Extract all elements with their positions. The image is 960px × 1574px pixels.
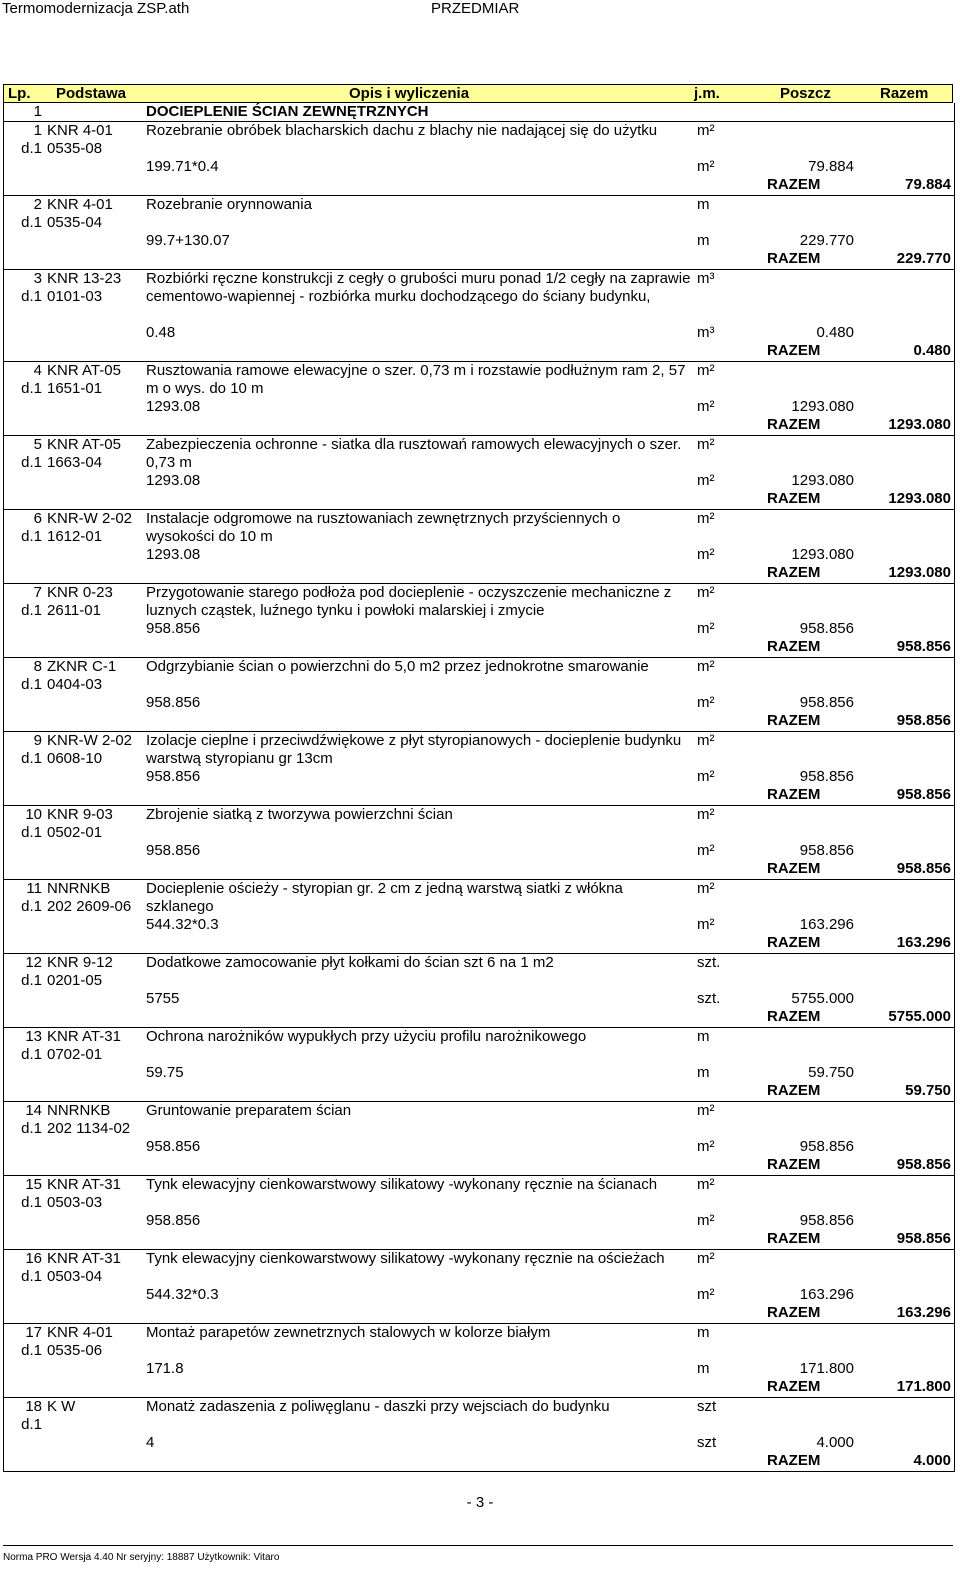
item-source-catalog: KNR 9-12 bbox=[47, 954, 113, 971]
item-source-catalog: KNR AT-05 bbox=[47, 436, 121, 453]
item-razem: 171.800 bbox=[896, 1378, 951, 1395]
item-source-position: 1651-01 bbox=[47, 380, 103, 397]
footer-divider bbox=[3, 1545, 953, 1546]
item-unit: m² bbox=[697, 806, 715, 823]
item-razem: 229.770 bbox=[896, 250, 951, 267]
item-source-position: 0101-03 bbox=[47, 288, 103, 305]
item-unit: m² bbox=[697, 122, 715, 139]
item-description: Docieplenie ościeży - styropian gr. 2 cm z jedną warstwą siatki z włókna szklanego bbox=[146, 880, 623, 915]
item-source-catalog: ZKNR C-1 bbox=[47, 658, 117, 675]
item-number: 15 bbox=[25, 1176, 42, 1193]
item-source-catalog: KNR 4-01 bbox=[47, 196, 113, 213]
razem-label: RAZEM bbox=[767, 176, 821, 193]
item-calculation: 544.32*0.3 bbox=[146, 1286, 219, 1303]
item-d: d.1 bbox=[21, 898, 42, 915]
item-calculation: 199.71*0.4 bbox=[146, 158, 219, 175]
table-row bbox=[4, 954, 954, 1028]
item-razem: 1293.080 bbox=[888, 564, 951, 581]
item-calculation: 99.7+130.07 bbox=[146, 232, 230, 249]
item-number: 17 bbox=[25, 1324, 42, 1341]
razem-label: RAZEM bbox=[767, 1008, 821, 1025]
item-source-catalog: K W bbox=[47, 1398, 76, 1415]
item-description: Instalacje odgromowe na rusztowaniach zewnętrznych przyściennych o wysokości do 10 m bbox=[146, 510, 621, 545]
page-header bbox=[0, 0, 960, 18]
item-source-catalog: KNR 0-23 bbox=[47, 584, 113, 601]
item-calc-unit: m bbox=[697, 1064, 710, 1081]
item-number: 7 bbox=[33, 584, 42, 601]
item-description: Rusztowania ramowe elewacyjne o szer. 0,73 m i rozstawie podłużnym ram 2, 57 m o wys. do 10 m bbox=[146, 362, 686, 397]
item-description: Dodatkowe zamocowanie płyt kołkami do ścian szt 6 na 1 m2 bbox=[146, 954, 554, 971]
item-d: d.1 bbox=[21, 1416, 42, 1433]
document-type: PRZEDMIAR bbox=[431, 0, 520, 17]
item-razem: 958.856 bbox=[896, 786, 951, 803]
item-number: 4 bbox=[33, 362, 42, 379]
item-calculation: 5755 bbox=[146, 990, 180, 1007]
item-description: Rozebranie orynnowania bbox=[146, 196, 312, 213]
table-row bbox=[4, 270, 954, 362]
item-razem: 1293.080 bbox=[888, 416, 951, 433]
item-razem: 4.000 bbox=[913, 1452, 951, 1469]
item-poszcz: 958.856 bbox=[799, 620, 854, 637]
item-unit: szt bbox=[697, 1398, 717, 1415]
item-description: Rozbiórki ręczne konstrukcji z cegły o grubości muru ponad 1/2 cegły na zaprawie cementowo-wapiennej - rozbiórka murku dochodzącego do ściany budynku, bbox=[146, 270, 691, 305]
item-source-position: 202 1134-02 bbox=[47, 1120, 131, 1137]
razem-label: RAZEM bbox=[767, 342, 821, 359]
item-unit: m² bbox=[697, 436, 715, 453]
razem-label: RAZEM bbox=[767, 1230, 821, 1247]
item-description: Monatż zadaszenia z poliwęglanu - daszki przy wejsciach do budynku bbox=[146, 1398, 610, 1415]
item-source-position: 0201-05 bbox=[47, 972, 103, 989]
item-calc-unit: m bbox=[697, 232, 710, 249]
table-row bbox=[4, 1028, 954, 1102]
razem-label: RAZEM bbox=[767, 250, 821, 267]
item-poszcz: 1293.080 bbox=[791, 398, 854, 415]
item-source-position: 0702-01 bbox=[47, 1046, 103, 1063]
item-number: 1 bbox=[33, 122, 42, 139]
item-unit: m² bbox=[697, 880, 715, 897]
item-calc-unit: szt. bbox=[697, 990, 721, 1007]
razem-label: RAZEM bbox=[767, 934, 821, 951]
col-jm: j.m. bbox=[694, 85, 720, 102]
item-source-position: 0502-01 bbox=[47, 824, 103, 841]
item-razem: 5755.000 bbox=[888, 1008, 951, 1025]
razem-label: RAZEM bbox=[767, 564, 821, 581]
col-opis: Opis i wyliczenia bbox=[349, 85, 470, 102]
item-unit: m² bbox=[697, 362, 715, 379]
item-razem: 958.856 bbox=[896, 860, 951, 877]
item-poszcz: 958.856 bbox=[799, 694, 854, 711]
item-source-catalog: KNR-W 2-02 bbox=[47, 732, 133, 749]
item-number: 12 bbox=[25, 954, 42, 971]
table-row bbox=[4, 1250, 954, 1324]
razem-label: RAZEM bbox=[767, 1452, 821, 1469]
item-source-catalog: KNR AT-31 bbox=[47, 1250, 121, 1267]
item-calculation: 958.856 bbox=[146, 842, 201, 859]
item-d: d.1 bbox=[21, 1046, 42, 1063]
item-poszcz: 4.000 bbox=[816, 1434, 854, 1451]
item-number: 2 bbox=[33, 196, 42, 213]
item-source-position: 1663-04 bbox=[47, 454, 103, 471]
item-d: d.1 bbox=[21, 528, 42, 545]
item-poszcz: 958.856 bbox=[799, 842, 854, 859]
item-description: Rozebranie obróbek blacharskich dachu z blachy nie nadającej się do użytku bbox=[146, 122, 658, 139]
item-d: d.1 bbox=[21, 602, 42, 619]
item-razem: 79.884 bbox=[905, 176, 951, 193]
razem-label: RAZEM bbox=[767, 786, 821, 803]
item-calculation: 958.856 bbox=[146, 620, 201, 637]
item-calc-unit: m bbox=[697, 1360, 710, 1377]
item-source-catalog: NNRNKB bbox=[47, 880, 111, 897]
item-source-catalog: KNR-W 2-02 bbox=[47, 510, 133, 527]
razem-label: RAZEM bbox=[767, 638, 821, 655]
section-title: DOCIEPLENIE ŚCIAN ZEWNĘTRZNYCH bbox=[146, 103, 429, 120]
item-unit: m² bbox=[697, 1250, 715, 1267]
razem-label: RAZEM bbox=[767, 416, 821, 433]
item-description: Przygotowanie starego podłoża pod docieplenie - oczyszczenie mechaniczne z luznych cząstek, luźnego tynku i powłoki malarskiej i zmycie bbox=[146, 584, 672, 619]
item-description: Tynk elewacyjny cienkowarstwowy silikatowy -wykonany ręcznie na ścianach bbox=[146, 1176, 658, 1193]
item-source-catalog: KNR 9-03 bbox=[47, 806, 113, 823]
item-poszcz: 79.884 bbox=[808, 158, 854, 175]
item-d: d.1 bbox=[21, 214, 42, 231]
item-source-position: 0535-08 bbox=[47, 140, 103, 157]
table-row bbox=[4, 584, 954, 658]
item-d: d.1 bbox=[21, 288, 42, 305]
item-d: d.1 bbox=[21, 824, 42, 841]
item-d: d.1 bbox=[21, 676, 42, 693]
item-calc-unit: m² bbox=[697, 620, 715, 637]
item-description: Ochrona narożników wypukłych przy użyciu profilu narożnikowego bbox=[146, 1028, 587, 1045]
item-unit: m² bbox=[697, 1102, 715, 1119]
item-calculation: 171.8 bbox=[146, 1360, 184, 1377]
item-calc-unit: m² bbox=[697, 842, 715, 859]
item-unit: m² bbox=[697, 510, 715, 527]
section-row bbox=[4, 103, 954, 122]
item-source-catalog: KNR 13-23 bbox=[47, 270, 122, 287]
item-poszcz: 0.480 bbox=[816, 324, 854, 341]
item-calculation: 958.856 bbox=[146, 1138, 201, 1155]
item-calc-unit: m² bbox=[697, 768, 715, 785]
item-poszcz: 59.750 bbox=[808, 1064, 854, 1081]
item-d: d.1 bbox=[21, 972, 42, 989]
razem-label: RAZEM bbox=[767, 1304, 821, 1321]
item-calc-unit: m² bbox=[697, 1138, 715, 1155]
item-source-position: 0535-06 bbox=[47, 1342, 103, 1359]
item-calc-unit: m² bbox=[697, 916, 715, 933]
item-calculation: 544.32*0.3 bbox=[146, 916, 219, 933]
footer-text: Norma PRO Wersja 4.40 Nr seryjny: 18887 Użytkownik: Vitaro bbox=[3, 1552, 280, 1563]
item-calc-unit: m² bbox=[697, 694, 715, 711]
item-razem: 1293.080 bbox=[888, 490, 951, 507]
table-row bbox=[4, 510, 954, 584]
item-d: d.1 bbox=[21, 1342, 42, 1359]
item-source-position: 0503-03 bbox=[47, 1194, 103, 1211]
razem-label: RAZEM bbox=[767, 860, 821, 877]
item-calc-unit: m² bbox=[697, 398, 715, 415]
item-unit: m² bbox=[697, 732, 715, 749]
item-calculation: 59.75 bbox=[146, 1064, 184, 1081]
item-calculation: 4 bbox=[146, 1434, 155, 1451]
table-row bbox=[4, 1398, 954, 1472]
item-unit: szt. bbox=[697, 954, 721, 971]
item-number: 16 bbox=[25, 1250, 42, 1267]
item-unit: m bbox=[697, 196, 710, 213]
item-calc-unit: m² bbox=[697, 1212, 715, 1229]
item-d: d.1 bbox=[21, 380, 42, 397]
item-razem: 163.296 bbox=[896, 934, 951, 951]
item-unit: m³ bbox=[697, 270, 715, 287]
item-calc-unit: szt bbox=[697, 1434, 717, 1451]
cost-table bbox=[3, 103, 955, 1472]
item-source-position: 0503-04 bbox=[47, 1268, 103, 1285]
item-description: Gruntowanie preparatem ścian bbox=[146, 1102, 352, 1119]
item-poszcz: 163.296 bbox=[799, 1286, 854, 1303]
item-source-position: 0608-10 bbox=[47, 750, 103, 767]
item-source-position: 1612-01 bbox=[47, 528, 103, 545]
item-calc-unit: m² bbox=[697, 546, 715, 563]
item-calculation: 1293.08 bbox=[146, 546, 201, 563]
item-number: 5 bbox=[33, 436, 42, 453]
item-number: 14 bbox=[25, 1102, 42, 1119]
item-unit: m² bbox=[697, 584, 715, 601]
item-calculation: 0.48 bbox=[146, 324, 176, 341]
table-row bbox=[4, 196, 954, 270]
table-row bbox=[4, 436, 954, 510]
item-number: 8 bbox=[33, 658, 42, 675]
item-poszcz: 163.296 bbox=[799, 916, 854, 933]
item-number: 9 bbox=[33, 732, 42, 749]
col-podstawa: Podstawa bbox=[56, 85, 127, 102]
table-row bbox=[4, 806, 954, 880]
item-unit: m² bbox=[697, 1176, 715, 1193]
item-source-catalog: KNR 4-01 bbox=[47, 122, 113, 139]
item-calc-unit: m² bbox=[697, 158, 715, 175]
item-poszcz: 1293.080 bbox=[791, 472, 854, 489]
item-source-position: 202 2609-06 bbox=[47, 898, 132, 915]
column-header-row bbox=[3, 84, 953, 103]
item-d: d.1 bbox=[21, 454, 42, 471]
item-description: Izolacje cieplne i przeciwdźwiękowe z płyt styropianowych - docieplenie budynku warstwą styropianu gr 13cm bbox=[146, 732, 682, 767]
item-unit: m bbox=[697, 1324, 710, 1341]
item-source-catalog: KNR AT-05 bbox=[47, 362, 121, 379]
table-row bbox=[4, 658, 954, 732]
item-d: d.1 bbox=[21, 750, 42, 767]
item-razem: 0.480 bbox=[913, 342, 951, 359]
table-row bbox=[4, 1176, 954, 1250]
item-source-catalog: KNR AT-31 bbox=[47, 1176, 121, 1193]
item-poszcz: 1293.080 bbox=[791, 546, 854, 563]
item-unit: m bbox=[697, 1028, 710, 1045]
item-poszcz: 171.800 bbox=[799, 1360, 854, 1377]
item-poszcz: 5755.000 bbox=[791, 990, 854, 1007]
item-description: Zbrojenie siatką z tworzywa powierzchni ścian bbox=[146, 806, 453, 823]
item-calculation: 958.856 bbox=[146, 768, 201, 785]
table-row bbox=[4, 732, 954, 806]
item-poszcz: 229.770 bbox=[799, 232, 854, 249]
item-source-catalog: KNR 4-01 bbox=[47, 1324, 113, 1341]
item-source-catalog: KNR AT-31 bbox=[47, 1028, 121, 1045]
razem-label: RAZEM bbox=[767, 1378, 821, 1395]
razem-label: RAZEM bbox=[767, 712, 821, 729]
item-number: 3 bbox=[33, 270, 42, 287]
section-number: 1 bbox=[33, 103, 42, 120]
col-poszcz: Poszcz bbox=[780, 85, 831, 102]
item-poszcz: 958.856 bbox=[799, 1212, 854, 1229]
item-d: d.1 bbox=[21, 1120, 42, 1137]
table-row bbox=[4, 880, 954, 954]
item-calculation: 1293.08 bbox=[146, 398, 201, 415]
table-row bbox=[4, 1102, 954, 1176]
col-razem: Razem bbox=[880, 85, 929, 102]
item-razem: 958.856 bbox=[896, 1156, 951, 1173]
item-d: d.1 bbox=[21, 140, 42, 157]
col-lp: Lp. bbox=[8, 85, 31, 102]
table-row bbox=[4, 362, 954, 436]
item-calc-unit: m³ bbox=[697, 324, 715, 341]
item-source-catalog: NNRNKB bbox=[47, 1102, 111, 1119]
item-poszcz: 958.856 bbox=[799, 1138, 854, 1155]
razem-label: RAZEM bbox=[767, 490, 821, 507]
item-poszcz: 958.856 bbox=[799, 768, 854, 785]
item-source-position: 0535-04 bbox=[47, 214, 103, 231]
item-razem: 59.750 bbox=[905, 1082, 951, 1099]
razem-label: RAZEM bbox=[767, 1156, 821, 1173]
item-unit: m² bbox=[697, 658, 715, 675]
item-number: 13 bbox=[25, 1028, 42, 1045]
item-number: 18 bbox=[25, 1398, 42, 1415]
item-d: d.1 bbox=[21, 1268, 42, 1285]
table-row bbox=[4, 1324, 954, 1398]
table-row bbox=[4, 122, 954, 196]
item-calculation: 958.856 bbox=[146, 1212, 201, 1229]
item-razem: 958.856 bbox=[896, 638, 951, 655]
item-calc-unit: m² bbox=[697, 472, 715, 489]
item-source-position: 0404-03 bbox=[47, 676, 103, 693]
item-d: d.1 bbox=[21, 1194, 42, 1211]
item-description: Odgrzybianie ścian o powierzchni do 5,0 m2 przez jednokrotne smarowanie bbox=[146, 658, 649, 675]
item-razem: 958.856 bbox=[896, 712, 951, 729]
item-number: 10 bbox=[25, 806, 42, 823]
item-description: Montaż parapetów zewnetrznych stalowych w kolorze białym bbox=[146, 1324, 551, 1341]
item-description: Tynk elewacyjny cienkowarstwowy silikatowy -wykonany ręcznie na ościeżach bbox=[146, 1250, 665, 1267]
item-razem: 163.296 bbox=[896, 1304, 951, 1321]
item-razem: 958.856 bbox=[896, 1230, 951, 1247]
file-name: Termomodernizacja ZSP.ath bbox=[2, 0, 190, 17]
page-number: - 3 - bbox=[466, 1494, 494, 1511]
razem-label: RAZEM bbox=[767, 1082, 821, 1099]
item-description: Zabezpieczenia ochronne - siatka dla rusztowań ramowych elewacyjnych o szer. 0,73 m bbox=[146, 436, 682, 471]
item-number: 6 bbox=[33, 510, 42, 527]
item-calculation: 1293.08 bbox=[146, 472, 201, 489]
item-source-position: 2611-01 bbox=[47, 602, 101, 619]
item-calculation: 958.856 bbox=[146, 694, 201, 711]
item-number: 11 bbox=[26, 880, 42, 897]
item-calc-unit: m² bbox=[697, 1286, 715, 1303]
